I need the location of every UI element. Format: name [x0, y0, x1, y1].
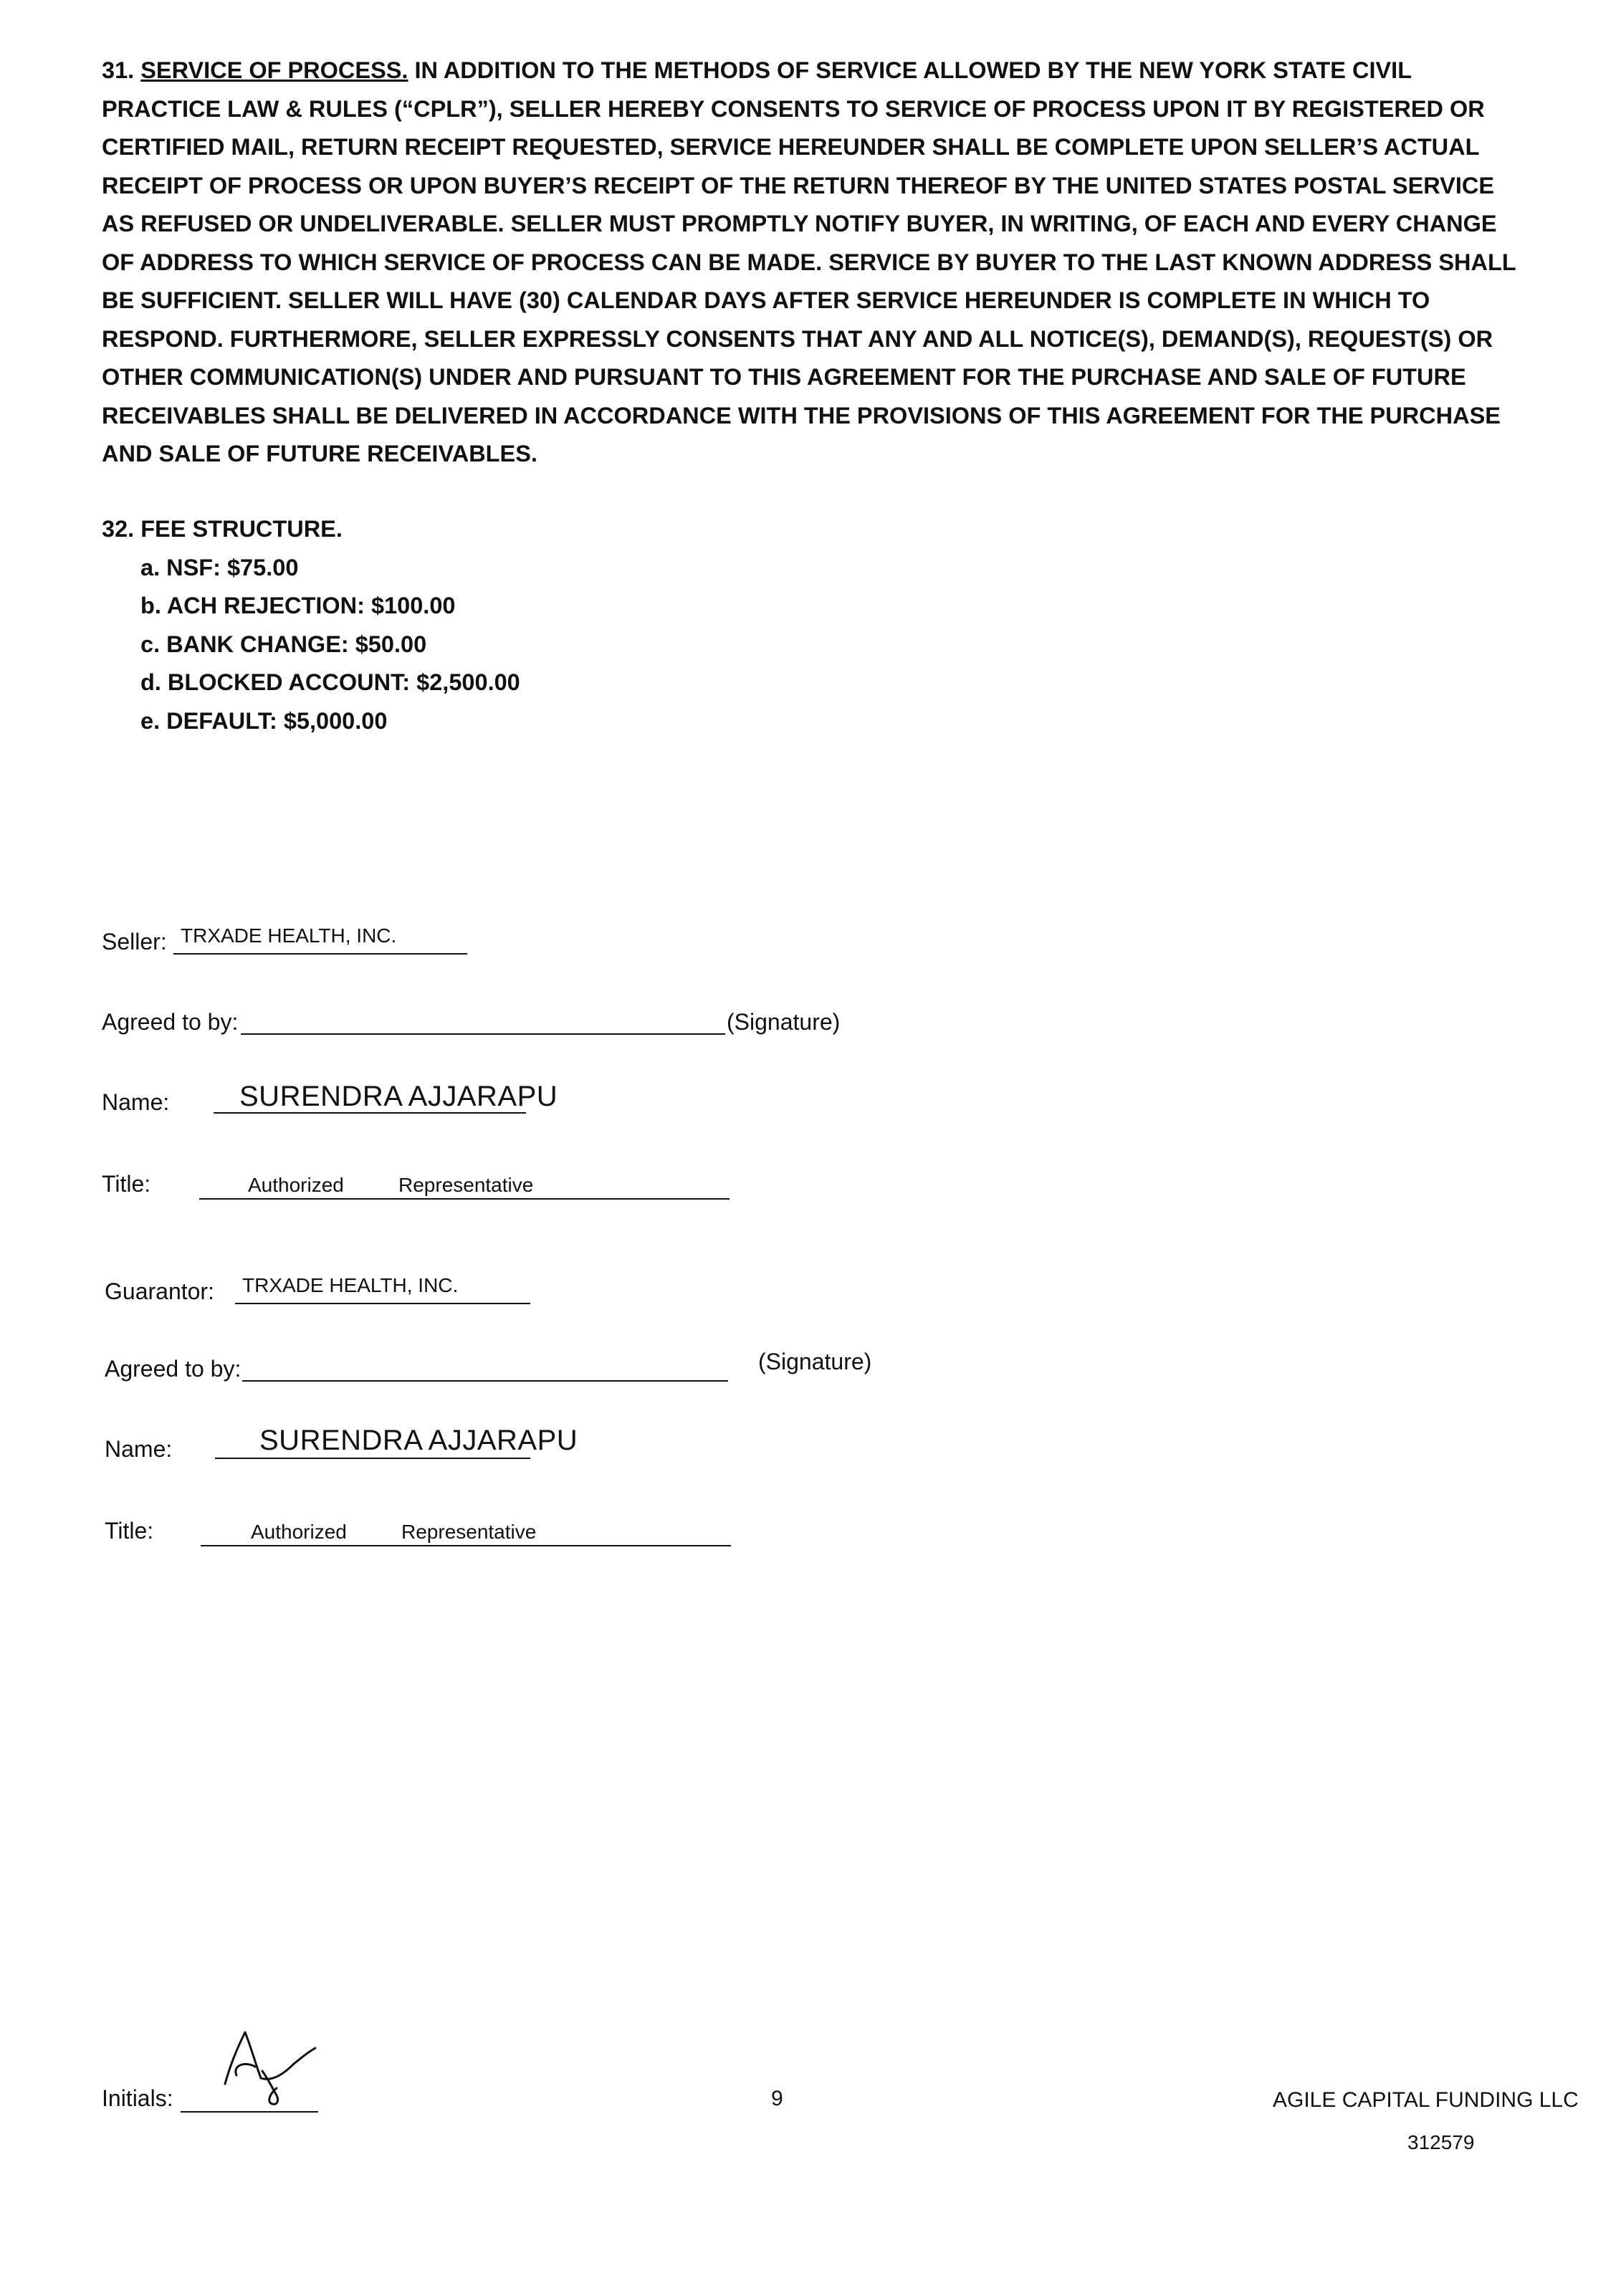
- guarantor-title-underline: [201, 1545, 731, 1546]
- section-31: [102, 52, 1528, 474]
- guarantor-value: TRXADE HEALTH, INC.: [242, 1274, 459, 1296]
- fee-item-default: e. DEFAULT: $5,000.00: [140, 707, 388, 734]
- section-31-heading: SERVICE OF PROCESS.: [140, 57, 408, 83]
- seller-title-underline: [199, 1198, 730, 1200]
- section-32-title: 32. FEE STRUCTURE.: [102, 516, 343, 542]
- guarantor-name-underline: [215, 1458, 530, 1459]
- guarantor-title-word-2: Representative: [401, 1521, 537, 1543]
- section-31-number: 31.: [102, 57, 135, 83]
- seller-signature-line[interactable]: [241, 1033, 725, 1035]
- document-id: 312579: [1407, 2131, 1475, 2153]
- seller-title-word-1: Authorized: [248, 1174, 344, 1196]
- seller-label: Seller:: [102, 929, 167, 955]
- guarantor-underline: [235, 1303, 530, 1304]
- section-31-body: IN ADDITION TO THE METHODS OF SERVICE ALLOWED BY THE NEW YORK STATE CIVIL PRACTICE LAW & RULES (“CPLR”), SELLER HEREBY CONSENTS TO SERVICE OF PROCESS UPON IT BY REGISTERED OR CERTIFIED MAIL, RETURN RECEIPT REQUESTED, SERVICE HEREUNDER SHALL BE COMPLETE UPON SELLER’S ACTUAL RECEIPT OF PROCESS OR UPON BUYER’S RECEIPT OF THE RETURN THEREOF BY THE UNITED STATES POSTAL SERVICE AS REFUSED OR UNDELIVERABLE. SELLER MUST PROMPTLY NOTIFY BUYER, IN WRITING, OF EACH AND EVERY CHANGE OF ADDRESS TO WHICH SERVICE OF PROCESS CAN BE MADE. SERVICE BY BUYER TO THE LAST KNOWN ADDRESS SHALL BE SUFFICIENT. SELLER WILL HAVE (30) CALENDAR DAYS AFTER SERVICE HEREUNDER IS COMPLETE IN WHICH TO RESPOND. FURTHERMORE, SELLER EXPRESSLY CONSENTS THAT ANY AND ALL NOTICE(S), DEMAND(S), REQUEST(S) OR OTHER COMMUNICATION(S) UNDER AND PURSUANT TO THIS AGREEMENT FOR THE PURCHASE AND SALE OF FUTURE RECEIVABLES SHALL BE DELIVERED IN ACCORDANCE WITH THE PROVISIONS OF THIS AGREEMENT FOR THE PURCHASE AND SALE OF FUTURE RECEIVABLES.: [102, 57, 1516, 467]
- guarantor-signature-label: (Signature): [758, 1349, 872, 1374]
- initials-label: Initials:: [102, 2085, 173, 2111]
- seller-signature-label: (Signature): [727, 1009, 841, 1035]
- fee-item-blocked-account: d. BLOCKED ACCOUNT: $2,500.00: [140, 669, 520, 695]
- seller-title-label: Title:: [102, 1171, 151, 1197]
- guarantor-name-label: Name:: [105, 1436, 173, 1462]
- guarantor-title-word-1: Authorized: [251, 1521, 347, 1543]
- seller-name-label: Name:: [102, 1089, 170, 1115]
- initials-line[interactable]: [181, 2111, 318, 2113]
- company-name: AGILE CAPITAL FUNDING LLC: [1273, 2088, 1579, 2112]
- seller-agreed-label: Agreed to by:: [102, 1009, 239, 1035]
- seller-value: TRXADE HEALTH, INC.: [181, 924, 397, 947]
- fee-item-ach-rejection: b. ACH REJECTION: $100.00: [140, 593, 456, 618]
- page-number: 9: [771, 2087, 783, 2110]
- guarantor-agreed-label: Agreed to by:: [105, 1356, 242, 1382]
- seller-title-word-2: Representative: [398, 1174, 534, 1196]
- guarantor-label: Guarantor:: [105, 1278, 214, 1304]
- section-32: [102, 510, 520, 740]
- initials-signature: [208, 2025, 322, 2110]
- guarantor-title-label: Title:: [105, 1518, 154, 1544]
- fee-item-bank-change: c. BANK CHANGE: $50.00: [140, 631, 427, 657]
- guarantor-signature-line[interactable]: [242, 1380, 728, 1382]
- guarantor-name-value: SURENDRA AJJARAPU: [259, 1425, 578, 1456]
- seller-underline: [173, 953, 467, 955]
- seller-name-underline: [214, 1112, 526, 1114]
- seller-name-value: SURENDRA AJJARAPU: [239, 1081, 558, 1112]
- fee-list: [102, 549, 520, 741]
- fee-item-nsf: a. NSF: $75.00: [140, 554, 299, 580]
